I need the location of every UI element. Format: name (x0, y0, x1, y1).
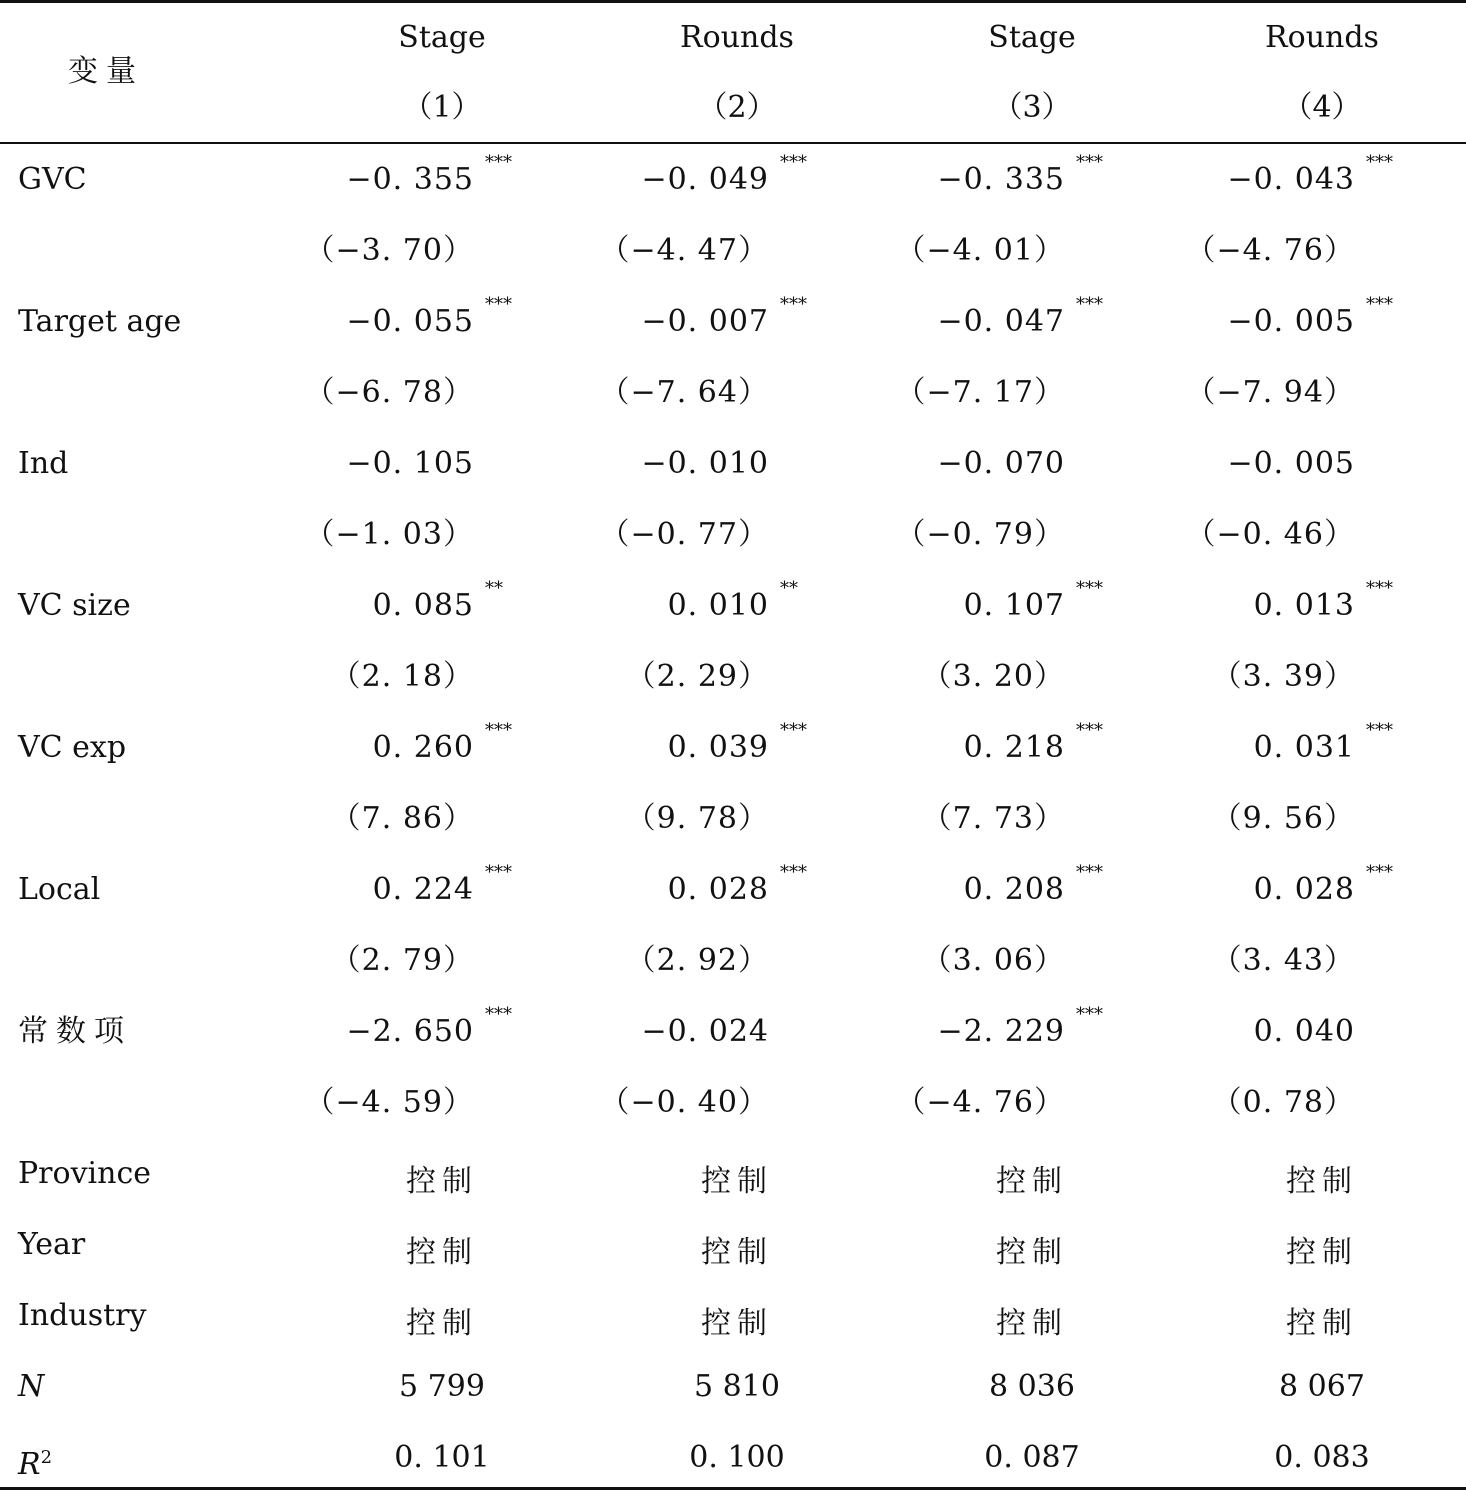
coefficient-cell (1254, 730, 1355, 766)
coefficient-cell (937, 1014, 1065, 1050)
coefficient-cell (937, 446, 1065, 482)
coefficient-value: 0. 010 (667, 588, 769, 623)
coefficient-cell (373, 588, 474, 624)
coefficient-cell (1227, 162, 1355, 198)
coefficient-value: 0. 040 (1253, 1014, 1355, 1049)
control-indicator: 控制 (1286, 1235, 1358, 1270)
significance-stars: *** (780, 720, 807, 741)
bottom-rule (0, 1487, 1466, 1490)
coefficient-value: −2. 650 (346, 1014, 474, 1049)
column-header-name: Rounds (680, 20, 794, 55)
observations-value: 5 799 (399, 1369, 485, 1404)
coefficient-cell (668, 872, 769, 908)
coefficient-cell (1227, 304, 1355, 340)
control-indicator: 控制 (406, 1306, 478, 1341)
coefficient-value: 0. 208 (963, 872, 1065, 907)
significance-stars: *** (1076, 294, 1103, 315)
coefficient-value: −0. 043 (1227, 162, 1355, 197)
t-statistic: （3. 06） (921, 943, 1065, 978)
significance-stars: *** (485, 720, 512, 741)
coefficient-value: −0. 024 (641, 1014, 769, 1049)
coefficient-value: −0. 355 (346, 162, 474, 197)
coefficient-cell (1254, 872, 1355, 908)
row-label: VC exp (18, 730, 127, 765)
control-indicator: 控制 (701, 1235, 773, 1270)
t-statistic: （−3. 70） (304, 233, 474, 268)
control-indicator: 控制 (701, 1306, 773, 1341)
significance-stars: *** (1366, 152, 1393, 173)
coefficient-value: −0. 335 (937, 162, 1065, 197)
coefficient-cell (346, 304, 474, 340)
coefficient-value: 0. 085 (372, 588, 474, 623)
t-statistic: （2. 29） (625, 659, 769, 694)
t-statistic: （−7. 64） (599, 375, 769, 410)
control-indicator: 控制 (406, 1164, 478, 1199)
t-statistic: （0. 78） (1211, 1085, 1355, 1120)
coefficient-value: 0. 028 (1253, 872, 1355, 907)
t-statistic: （3. 39） (1211, 659, 1355, 694)
coefficient-cell (1227, 446, 1355, 482)
coefficient-value: −0. 010 (641, 446, 769, 481)
significance-stars: *** (1076, 152, 1103, 173)
coefficient-cell (1254, 588, 1355, 624)
coefficient-cell (937, 304, 1065, 340)
coefficient-cell (668, 588, 769, 624)
t-statistic: （3. 20） (921, 659, 1065, 694)
coefficient-cell (373, 872, 474, 908)
t-statistic: （−1. 03） (304, 517, 474, 552)
t-statistic: （−0. 79） (895, 517, 1065, 552)
coefficient-value: 0. 260 (372, 730, 474, 765)
coefficient-value: 0. 013 (1253, 588, 1355, 623)
t-statistic: （−4. 76） (895, 1085, 1065, 1120)
coefficient-value: −0. 005 (1227, 446, 1355, 481)
coefficient-cell (964, 730, 1065, 766)
coefficient-value: −0. 049 (641, 162, 769, 197)
t-statistic: （−0. 46） (1185, 517, 1355, 552)
t-statistic: （2. 92） (625, 943, 769, 978)
coefficient-value: −0. 105 (346, 446, 474, 481)
significance-stars: ** (485, 578, 503, 599)
observations-value: 5 810 (694, 1369, 780, 1404)
significance-stars: *** (1076, 862, 1103, 883)
coefficient-value: 0. 031 (1253, 730, 1355, 765)
column-header-index: （1） (402, 90, 482, 125)
header-rule (0, 142, 1466, 144)
t-statistic: （−4. 76） (1185, 233, 1355, 268)
top-rule (0, 0, 1466, 3)
t-statistic: （7. 86） (330, 801, 474, 836)
control-label: Year (18, 1227, 86, 1262)
t-statistic: （2. 18） (330, 659, 474, 694)
observations-value: 8 067 (1279, 1369, 1365, 1404)
significance-stars: *** (1076, 720, 1103, 741)
coefficient-cell (641, 162, 769, 198)
significance-stars: *** (1366, 862, 1393, 883)
t-statistic: （9. 78） (625, 801, 769, 836)
r-squared-value: 0. 101 (394, 1440, 490, 1475)
t-statistic: （3. 43） (1211, 943, 1355, 978)
coefficient-value: −0. 070 (937, 446, 1065, 481)
coefficient-cell (641, 446, 769, 482)
column-header-index: （4） (1282, 90, 1362, 125)
control-indicator: 控制 (701, 1164, 773, 1199)
significance-stars: *** (780, 294, 807, 315)
variable-header: 变量 (68, 54, 144, 89)
column-header-name: Stage (988, 20, 1076, 55)
coefficient-value: −2. 229 (937, 1014, 1065, 1049)
control-indicator: 控制 (996, 1164, 1068, 1199)
significance-stars: *** (1366, 720, 1393, 741)
column-header-name: Stage (398, 20, 486, 55)
coefficient-cell (937, 162, 1065, 198)
t-statistic: （−4. 47） (599, 233, 769, 268)
r-squared-superscript: 2 (40, 1447, 53, 1468)
control-label: Industry (18, 1298, 147, 1333)
observations-value: 8 036 (989, 1369, 1075, 1404)
coefficient-cell (346, 162, 474, 198)
t-statistic: （−6. 78） (304, 375, 474, 410)
significance-stars: *** (780, 862, 807, 883)
significance-stars: *** (485, 152, 512, 173)
coefficient-cell (346, 446, 474, 482)
significance-stars: *** (1366, 578, 1393, 599)
coefficient-cell (373, 730, 474, 766)
significance-stars: *** (485, 294, 512, 315)
significance-stars: *** (485, 1004, 512, 1025)
coefficient-cell (668, 730, 769, 766)
coefficient-cell (641, 1014, 769, 1050)
r-squared-value: 0. 087 (984, 1440, 1080, 1475)
row-label: Ind (18, 446, 69, 481)
t-statistic: （−7. 17） (895, 375, 1065, 410)
coefficient-value: 0. 218 (963, 730, 1065, 765)
column-header-index: （2） (697, 90, 777, 125)
column-header-name: Rounds (1265, 20, 1379, 55)
t-statistic: （−4. 59） (304, 1085, 474, 1120)
coefficient-value: −0. 007 (641, 304, 769, 339)
coefficient-value: −0. 005 (1227, 304, 1355, 339)
n-label: N (18, 1369, 45, 1404)
significance-stars: ** (780, 578, 798, 599)
t-statistic: （2. 79） (330, 943, 474, 978)
t-statistic: （−7. 94） (1185, 375, 1355, 410)
t-statistic: （−0. 40） (599, 1085, 769, 1120)
control-indicator: 控制 (1286, 1306, 1358, 1341)
t-statistic: （−4. 01） (895, 233, 1065, 268)
t-statistic: （7. 73） (921, 801, 1065, 836)
column-header-index: （3） (992, 90, 1072, 125)
coefficient-cell (964, 872, 1065, 908)
coefficient-cell (964, 588, 1065, 624)
r-squared-value: 0. 100 (689, 1440, 785, 1475)
significance-stars: *** (485, 862, 512, 883)
row-label: VC size (18, 588, 131, 623)
coefficient-cell (641, 304, 769, 340)
control-label: Province (18, 1156, 152, 1191)
t-statistic: （9. 56） (1211, 801, 1355, 836)
t-statistic: （−0. 77） (599, 517, 769, 552)
row-label: 常数项 (18, 1014, 132, 1049)
significance-stars: *** (1366, 294, 1393, 315)
significance-stars: *** (1076, 1004, 1103, 1025)
significance-stars: *** (780, 152, 807, 173)
r-squared-base: R (18, 1447, 41, 1482)
control-indicator: 控制 (996, 1235, 1068, 1270)
control-indicator: 控制 (406, 1235, 478, 1270)
significance-stars: *** (1076, 578, 1103, 599)
coefficient-value: −0. 047 (937, 304, 1065, 339)
coefficient-value: 0. 028 (667, 872, 769, 907)
coefficient-value: 0. 224 (372, 872, 474, 907)
row-label: Local (18, 872, 101, 907)
row-label: GVC (18, 162, 87, 197)
coefficient-value: 0. 107 (963, 588, 1065, 623)
coefficient-value: −0. 055 (346, 304, 474, 339)
r-squared-value: 0. 083 (1274, 1440, 1370, 1475)
r-squared-label (18, 1440, 52, 1483)
control-indicator: 控制 (996, 1306, 1068, 1341)
control-indicator: 控制 (1286, 1164, 1358, 1199)
coefficient-value: 0. 039 (667, 730, 769, 765)
coefficient-cell (346, 1014, 474, 1050)
coefficient-cell (1254, 1014, 1355, 1050)
row-label: Target age (18, 304, 182, 339)
